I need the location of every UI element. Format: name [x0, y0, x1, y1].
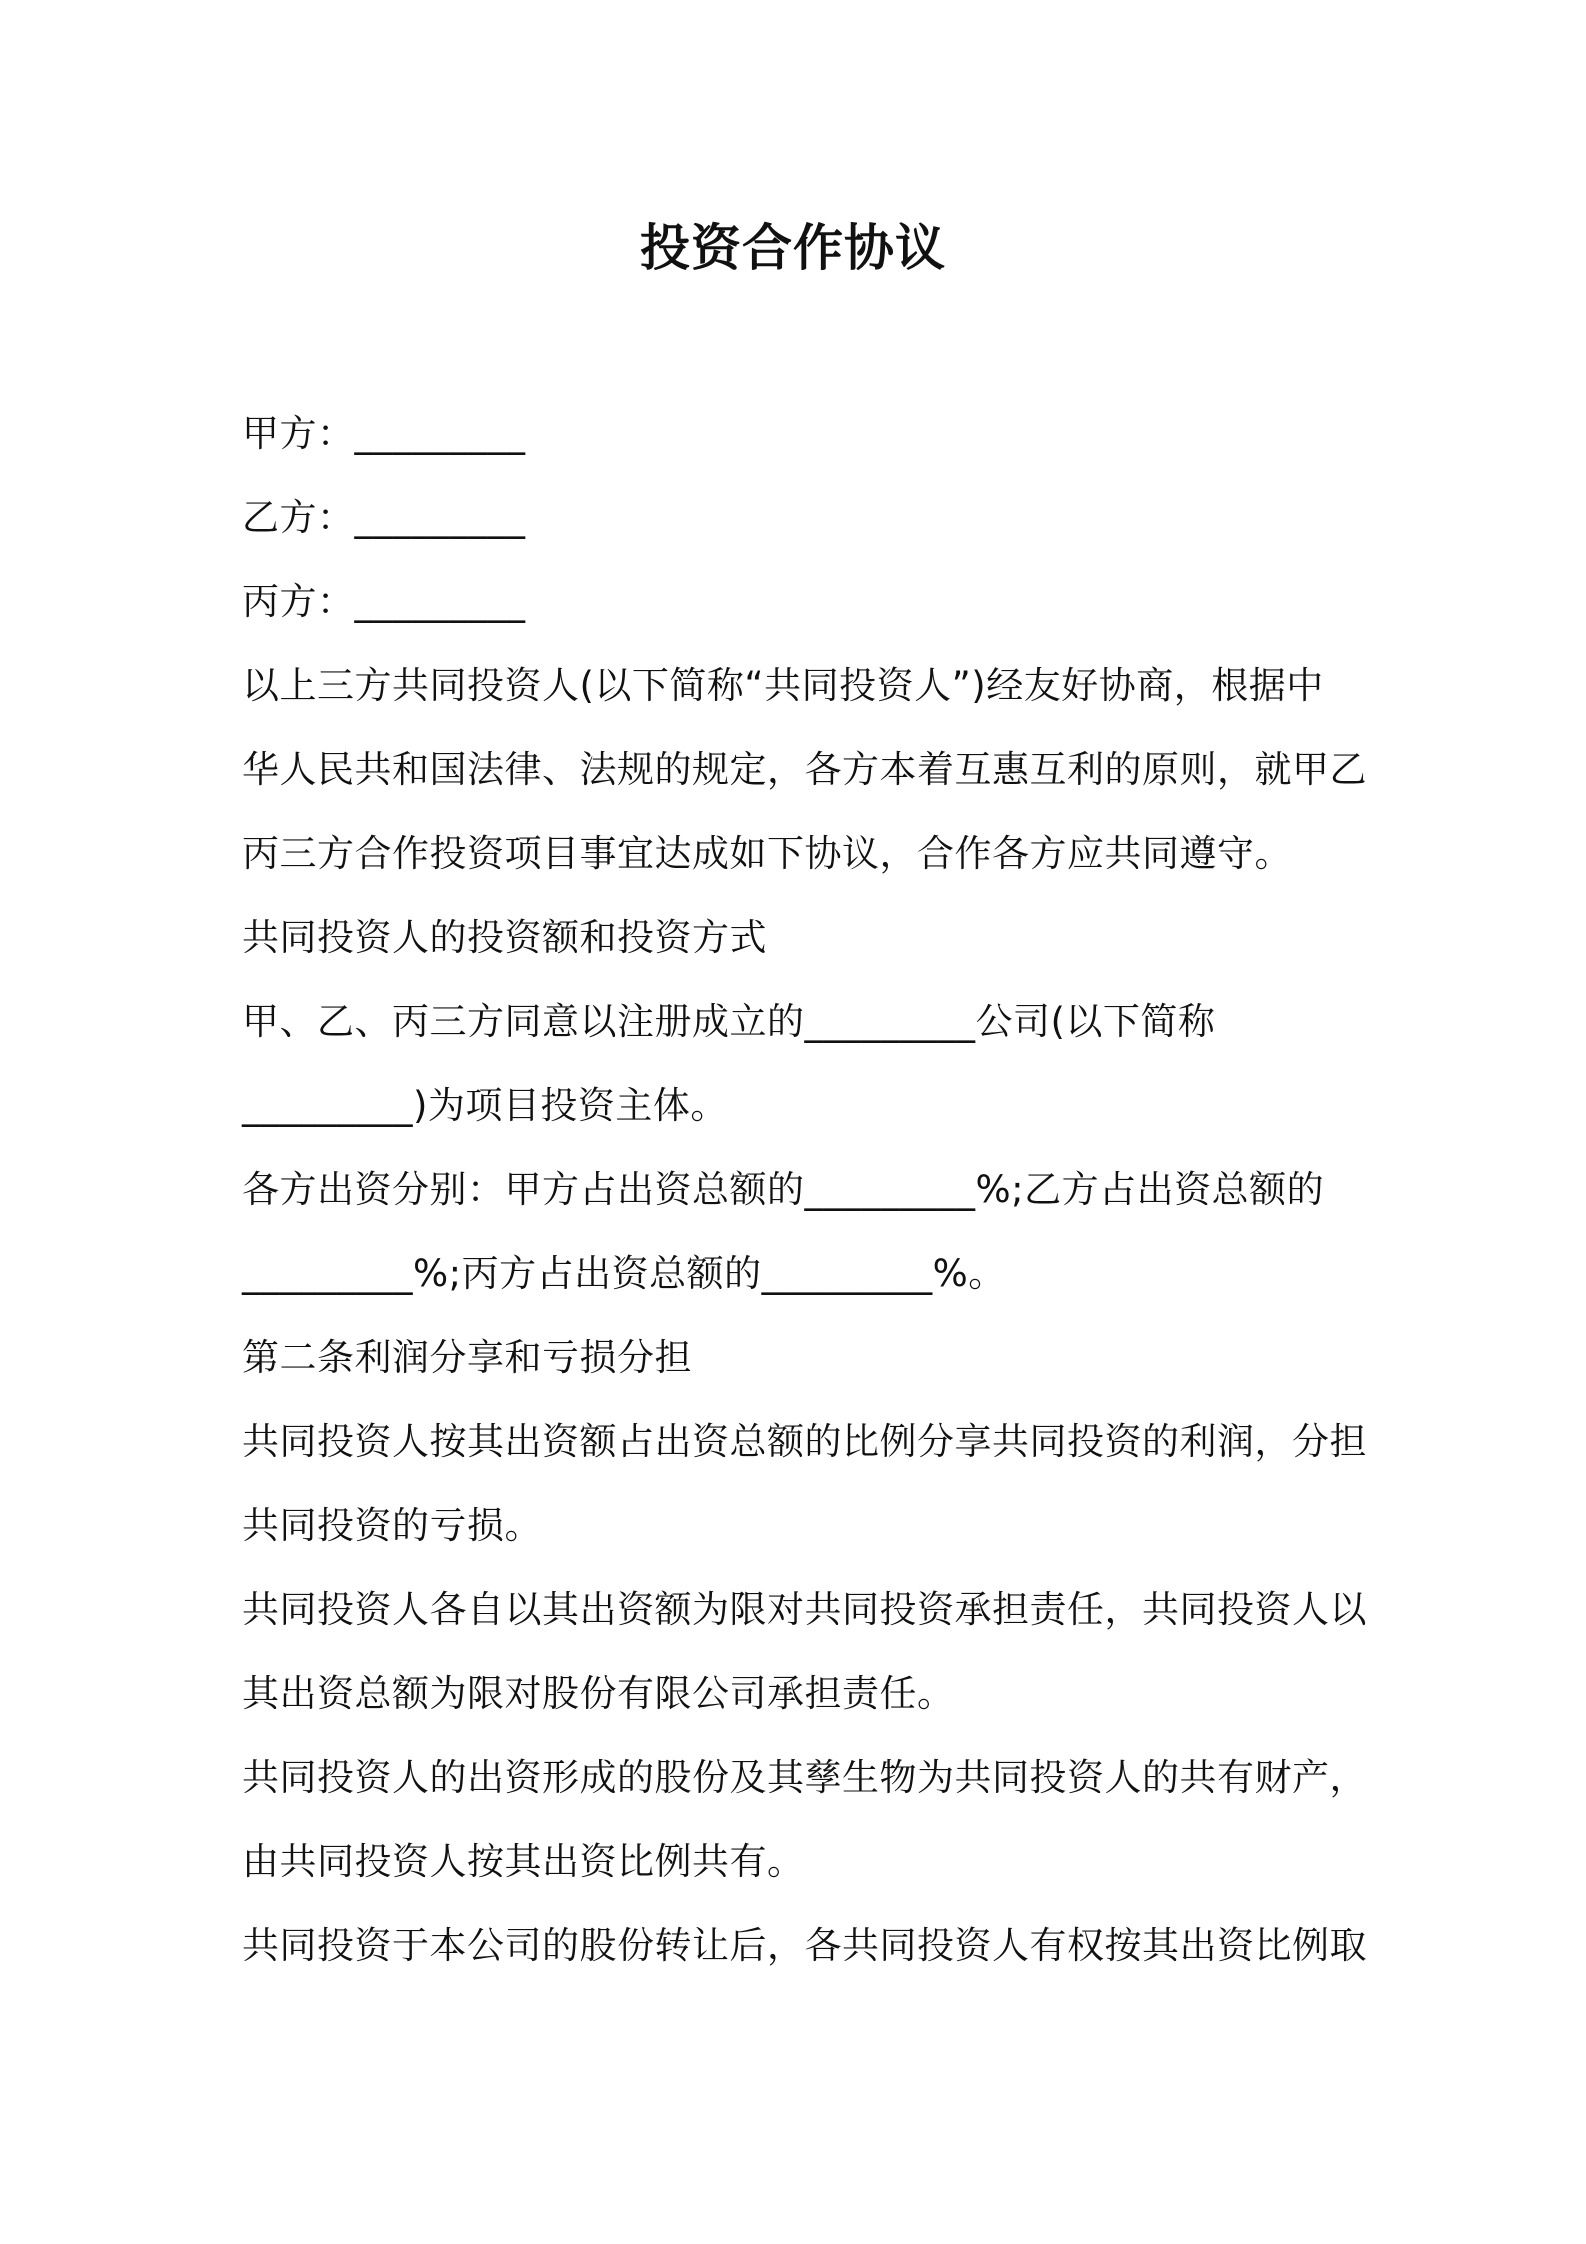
investment-line-2: _________)为项目投资主体。: [242, 1084, 728, 1127]
party-a-line: 甲方：_________: [242, 412, 526, 455]
preamble-line-2: 华人民共和国法律、法规的规定，各方本着互惠互利的原则，就甲乙: [242, 748, 1367, 791]
liability-line-2: 其出资总额为限对股份有限公司承担责任。: [242, 1672, 955, 1715]
party-c-line: 丙方：_________: [242, 580, 526, 623]
document-title: 投资合作协议: [640, 219, 946, 277]
preamble-line-1: 以上三方共同投资人(以下简称“共同投资人”)经友好协商，根据中: [242, 664, 1324, 707]
section-heading-article-2: 第二条利润分享和亏损分担: [242, 1336, 692, 1379]
profit-line-2: 共同投资的亏损。: [242, 1504, 542, 1547]
party-b-line: 乙方：_________: [242, 496, 526, 539]
section-heading-investment: 共同投资人的投资额和投资方式: [242, 916, 767, 959]
profit-line-1: 共同投资人按其出资额占出资总额的比例分享共同投资的利润，分担: [242, 1420, 1367, 1463]
investment-line-1: 甲、乙、丙三方同意以注册成立的_________公司(以下简称: [242, 1000, 1216, 1043]
property-line-2: 由共同投资人按其出资比例共有。: [242, 1840, 805, 1883]
preamble-line-3: 丙三方合作投资项目事宜达成如下协议，合作各方应共同遵守。: [242, 832, 1292, 875]
property-line-1: 共同投资人的出资形成的股份及其孳生物为共同投资人的共有财产，: [242, 1756, 1367, 1799]
contribution-line-1: 各方出资分别：甲方占出资总额的_________%;乙方占出资总额的: [242, 1168, 1325, 1211]
transfer-line-1: 共同投资于本公司的股份转让后，各共同投资人有权按其出资比例取: [242, 1924, 1367, 1967]
contribution-line-2: _________%;丙方占出资总额的_________%。: [242, 1252, 1006, 1295]
liability-line-1: 共同投资人各自以其出资额为限对共同投资承担责任，共同投资人以: [242, 1588, 1367, 1631]
